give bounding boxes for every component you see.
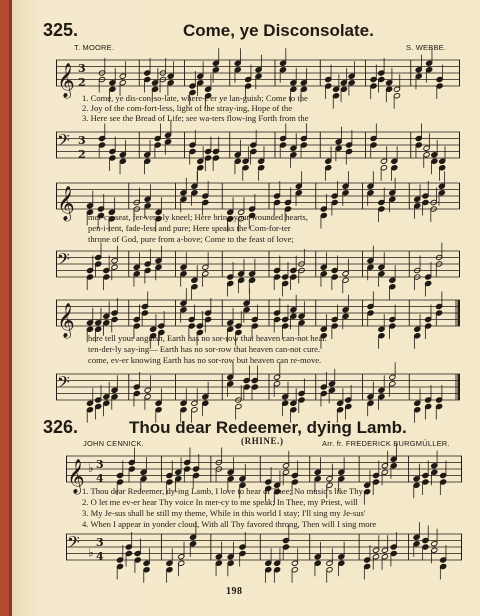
bass-clef-icon: 𝄢 <box>57 249 70 273</box>
bass-clef-icon: 𝄢 <box>67 532 80 556</box>
music-credit: S. WEBBE. <box>406 43 447 52</box>
bass-staff <box>56 370 460 404</box>
time-signature-digit: 2 <box>78 148 86 161</box>
book-spine-edge <box>9 0 12 616</box>
lyric-line: 2. O let me ev-er hear Thy voice In mer-cy to me speak; In Thee, my Priest, will <box>82 497 358 507</box>
page-number: 198 <box>226 586 243 597</box>
treble-clef-icon: 𝄞 <box>67 459 85 494</box>
treble-clef-icon: 𝄞 <box>57 186 75 221</box>
hymn-title: Thou dear Redeemer, dying Lamb. <box>129 418 407 437</box>
lyric-line: pen-i-tent, fade-less and pure; Here speaks the Com-for-ter <box>88 223 291 233</box>
lyric-line: here tell your anguish, Earth has no sor-row that heaven can-not heal. <box>88 333 327 343</box>
lyric-line: mer-cy-seat, fer-vent-ly kneel; Here bring your wounded hearts, <box>88 212 308 222</box>
bass-clef-icon: 𝄢 <box>57 130 70 154</box>
bass-clef-icon: 𝄢 <box>57 372 70 396</box>
time-signature-digit: 2 <box>78 76 86 89</box>
lyric-line: 2. Joy of the com-fort-less, light of the stray-ing, Hope of the <box>82 103 293 113</box>
hymn-number: 326. <box>43 417 79 437</box>
time-signature-digit: 3 <box>96 536 104 549</box>
flat-icon: ♭ <box>88 461 94 475</box>
lyric-line: come, ev-er knowing Earth has no sor-row but heaven can re-move. <box>88 355 322 365</box>
time-signature-digit: 4 <box>96 472 104 485</box>
lyric-line: 3. Here see the Bread of Life; see wa-ters flow-ing Forth from the <box>82 113 309 123</box>
lyric-line: throne of God, pure from a-bove; Come to the feast of love; <box>88 234 294 244</box>
lyric-line: 4. When I appear in yonder cloud, With all Thy favored throng, Then will I sing more <box>82 519 377 529</box>
bass-staff <box>56 247 460 281</box>
lyric-line: ten-der-ly say-ing— Earth has no sor-row that heaven can-not cure. <box>88 344 321 354</box>
bass-staff <box>56 128 460 162</box>
tune-name: (RHINE.) <box>241 436 284 446</box>
hymn-title: Come, ye Disconsolate. <box>183 21 374 40</box>
time-signature-digit: 3 <box>96 458 104 471</box>
music-credit: Arr. fr. FREDERICK BURGMÜLLER. <box>322 439 450 448</box>
treble-clef-icon: 𝄞 <box>57 63 75 98</box>
flat-icon: ♭ <box>88 545 94 560</box>
bass-staff <box>66 530 462 564</box>
hymn-number: 325. <box>43 20 79 40</box>
treble-clef-icon: 𝄞 <box>57 303 75 338</box>
time-signature-digit: 4 <box>96 550 104 563</box>
words-credit: JOHN CENNICK. <box>83 439 144 448</box>
time-signature-digit: 3 <box>78 134 86 147</box>
time-signature-digit: 3 <box>78 62 86 75</box>
lyric-line: 1. Thou dear Redeemer, dy-ing Lamb, I love to hear of Thee; No music's like Thy <box>82 486 363 496</box>
lyric-line: 3. My Je-sus shall be still my theme, While in this world I stay; I'll sing my Je-sus' <box>82 508 366 518</box>
words-credit: T. MOORE. <box>74 43 115 52</box>
book-spine <box>0 0 9 616</box>
lyric-line: 1. Come, ye dis-con-so-late, where-e'er ye lan-guish; Come to the <box>82 93 308 103</box>
